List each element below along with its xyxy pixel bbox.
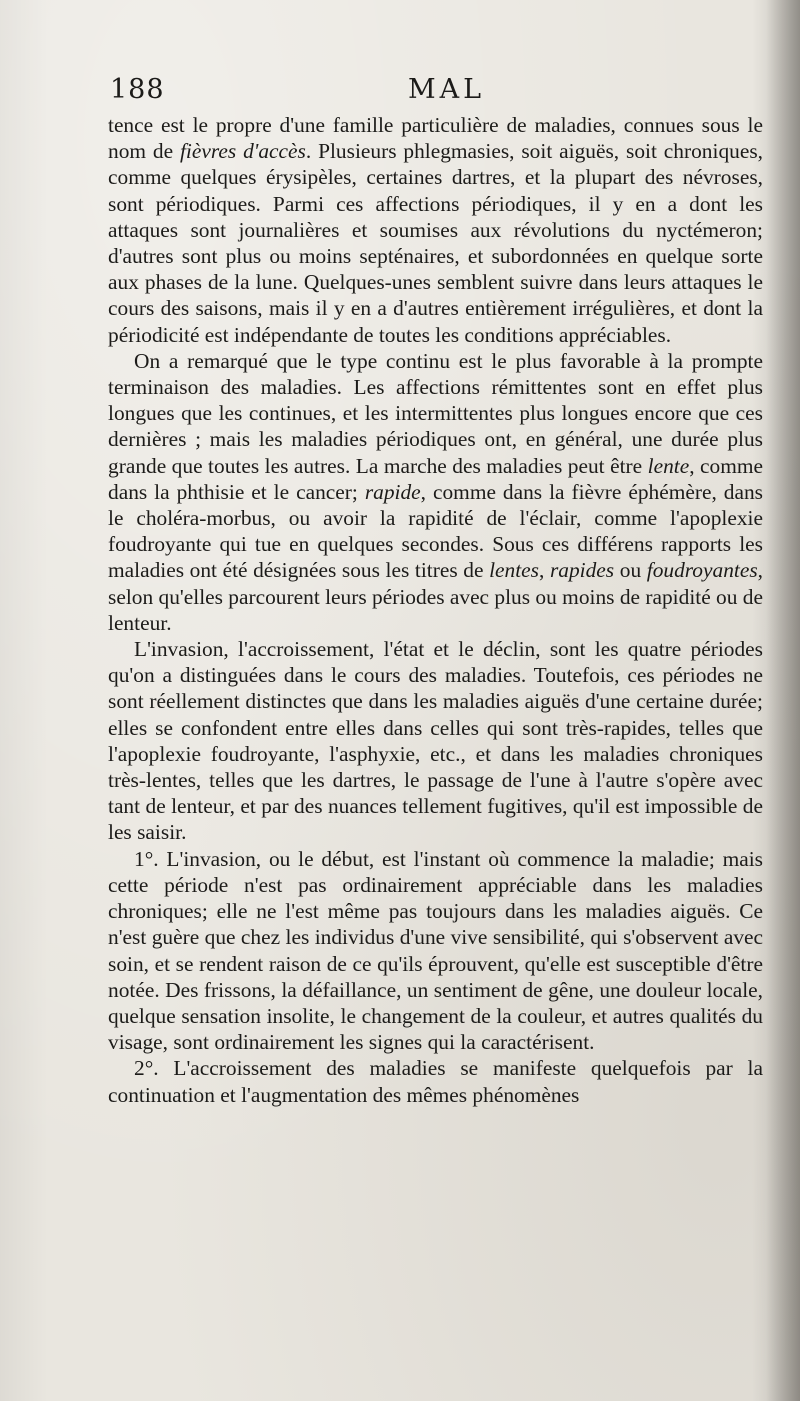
text-run: L'invasion, l'accroissement, l'état et le déclin, sont les quatre périodes qu'on a distinguées dans le cours des maladies. Toutefois, ces périodes ne sont réellement distinctes que dans les maladies aiguës d'une certaine durée; elles se confondent entre elles dans celles qui sont très-rapides, telles que l'apoplexie foudroyante, l'asphyxie, etc., et dans les maladies chroniques très-lentes, telles que les dartres, le passage de l'une à l'autre s'opère avec tant de lenteur, et par des nuances tellement fugitives, qu'il est impossible de les saisir. [108,637,763,845]
paragraph-continuation [108,112,763,348]
text-run: , comme dans la phthisie et le cancer; [108,453,764,504]
paragraph-accroissement [108,1055,763,1107]
text-run: , [538,558,550,583]
text-run: tence est le propre d'une famille particulière de maladies, connues sous le nom de [108,113,763,164]
running-title: MAL [408,74,486,105]
italic-term: fièvres d'accès [179,139,306,164]
italic-term: lente [647,453,690,478]
text-run: , comme dans la fièvre éphémère, dans le choléra-morbus, ou avoir la rapidité de l'éclair, comme l'apoplexie foudroyante qui tue en quelques secondes. Sous ces différens rapports les maladies ont été désignées sous les titres de [108,479,763,583]
page-number: 188 [110,74,165,105]
text-run: , selon qu'elles parcourent leurs périodes avec plus ou moins de rapidité ou de lenteur. [108,558,764,635]
book-page [108,68,763,1108]
running-head [108,68,763,112]
text-run: ou [614,558,647,583]
text-run: 1°. L'invasion, ou le début, est l'instant où commence la maladie; mais cette période n'est pas ordinairement appréciable dans les maladies chroniques; elle ne l'est même pas toujours dans les maladies aiguës. Ce n'est guère que chez les individus d'une vive sensibilité, qui s'observent avec soin, et se rendent raison de ce qu'ils éprouvent, qu'elle est susceptible d'être notée. Des frissons, la défaillance, un sentiment de gêne, une douleur locale, quelque sensation insolite, le changement de la couleur, et autres qualités du visage, sont ordinairement les signes qui la caractérisent. [108,846,763,1055]
text-run: On a remarqué que le type continu est le plus favorable à la prompte terminaison des maladies. Les affections rémittentes sont en effet plus longues que les continues, et les intermittentes plus longues encore que ces dernières ; mais les maladies périodiques ont, en général, une durée plus grande que toutes les autres. La marche des maladies peut être [108,348,763,478]
italic-term: rapides [549,558,615,583]
italic-term: rapide [364,479,421,504]
paragraph-disease-course [108,348,763,636]
text-run: . Plusieurs phlegmasies, soit aiguës, soit chroniques, comme quelques érysipèles, certaines dartres, et la plupart des névroses, sont périodiques. Parmi ces affections périodiques, il y en a dont les attaques sont journalières et soumises aux révolutions du nyctémeron; d'autres sont plus ou moins septénaires, et subordonnées en quelque sorte aux phases de la lune. Quelques-unes semblent suivre dans leurs attaques le cours des saisons, mais il y en a d'autres entièrement irrégulières, et dont la périodicité est indépendante de toutes les conditions appréciables. [108,139,763,347]
italic-term: foudroyantes [646,558,758,583]
text-run: 2°. L'accroissement des maladies se manifeste quelquefois par la continuation et l'augmentation des mêmes phénomènes [108,1056,763,1107]
page-edge-shadow [766,0,800,1401]
paragraph-four-periods [108,636,763,846]
paragraph-invasion [108,846,763,1056]
body-text [108,112,763,1108]
italic-term: lentes [489,558,539,583]
